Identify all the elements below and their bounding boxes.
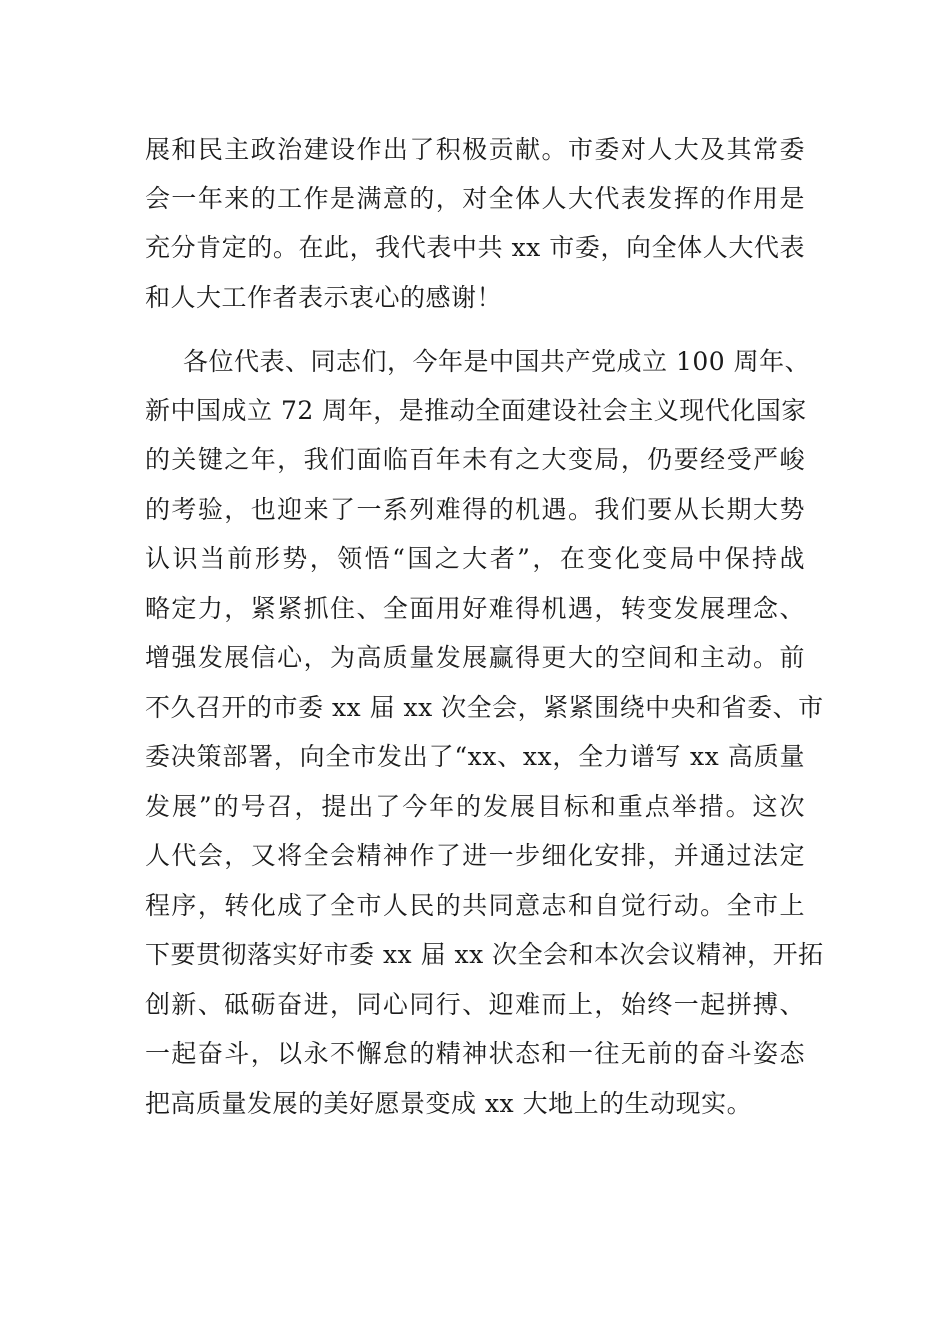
- paragraph-2-line-13: 下要贯彻落实好市委 xx 届 xx 次全会和本次会议精神，开拓: [145, 940, 824, 969]
- paragraph-2-line-3: 的关键之年，我们面临百年未有之大变局，仍要经受严峻: [145, 445, 805, 474]
- paragraph-1-line-2: 会一年来的工作是满意的，对全体人大代表发挥的作用是: [145, 184, 805, 213]
- paragraph-1-line-1: 展和民主政治建设作出了积极贡献。市委对人大及其常委: [145, 135, 805, 164]
- paragraph-2-line-4: 的考验，也迎来了一系列难得的机遇。我们要从长期大势: [145, 495, 805, 524]
- paragraph-2-line-7: 增强发展信心，为高质量发展赢得更大的空间和主动。前: [145, 643, 805, 672]
- paragraph-2-line-8: 不久召开的市委 xx 届 xx 次全会，紧紧围绕中央和省委、市: [145, 693, 824, 722]
- paragraph-2-line-6: 略定力，紧紧抓住、全面用好难得机遇，转变发展理念、: [145, 594, 805, 623]
- paragraph-2-line-15: 一起奋斗，以永不懈怠的精神状态和一往无前的奋斗姿态: [145, 1039, 805, 1068]
- paragraph-2-line-14: 创新、砥砺奋进，同心同行、迎难而上，始终一起拼搏、: [145, 990, 805, 1019]
- paragraph-1-line-4: 和人大工作者表示衷心的感谢！: [145, 283, 503, 312]
- paragraph-2-line-12: 程序，转化成了全市人民的共同意志和自觉行动。全市上: [145, 891, 805, 920]
- paragraph-2-line-11: 人代会，又将全会精神作了进一步细化安排，并通过法定: [145, 841, 805, 870]
- paragraph-2-line-2: 新中国成立 72 周年，是推动全面建设社会主义现代化国家: [145, 396, 807, 425]
- paragraph-2-line-10: 发展”的号召，提出了今年的发展目标和重点举措。这次: [145, 792, 805, 821]
- paragraph-2-line-16: 把高质量发展的美好愿景变成 xx 大地上的生动现实。: [145, 1089, 753, 1118]
- paragraph-2-line-9: 委决策部署，向全市发出了“xx、xx，全力谱写 xx 高质量: [145, 742, 805, 771]
- paragraph-2-line-1: 各位代表、同志们，今年是中国共产党成立 100 周年、: [183, 347, 811, 376]
- paragraph-2-line-5: 认识当前形势，领悟“国之大者”，在变化变局中保持战: [145, 544, 805, 573]
- paragraph-1-line-3: 充分肯定的。在此，我代表中共 xx 市委，向全体人大代表: [145, 233, 805, 262]
